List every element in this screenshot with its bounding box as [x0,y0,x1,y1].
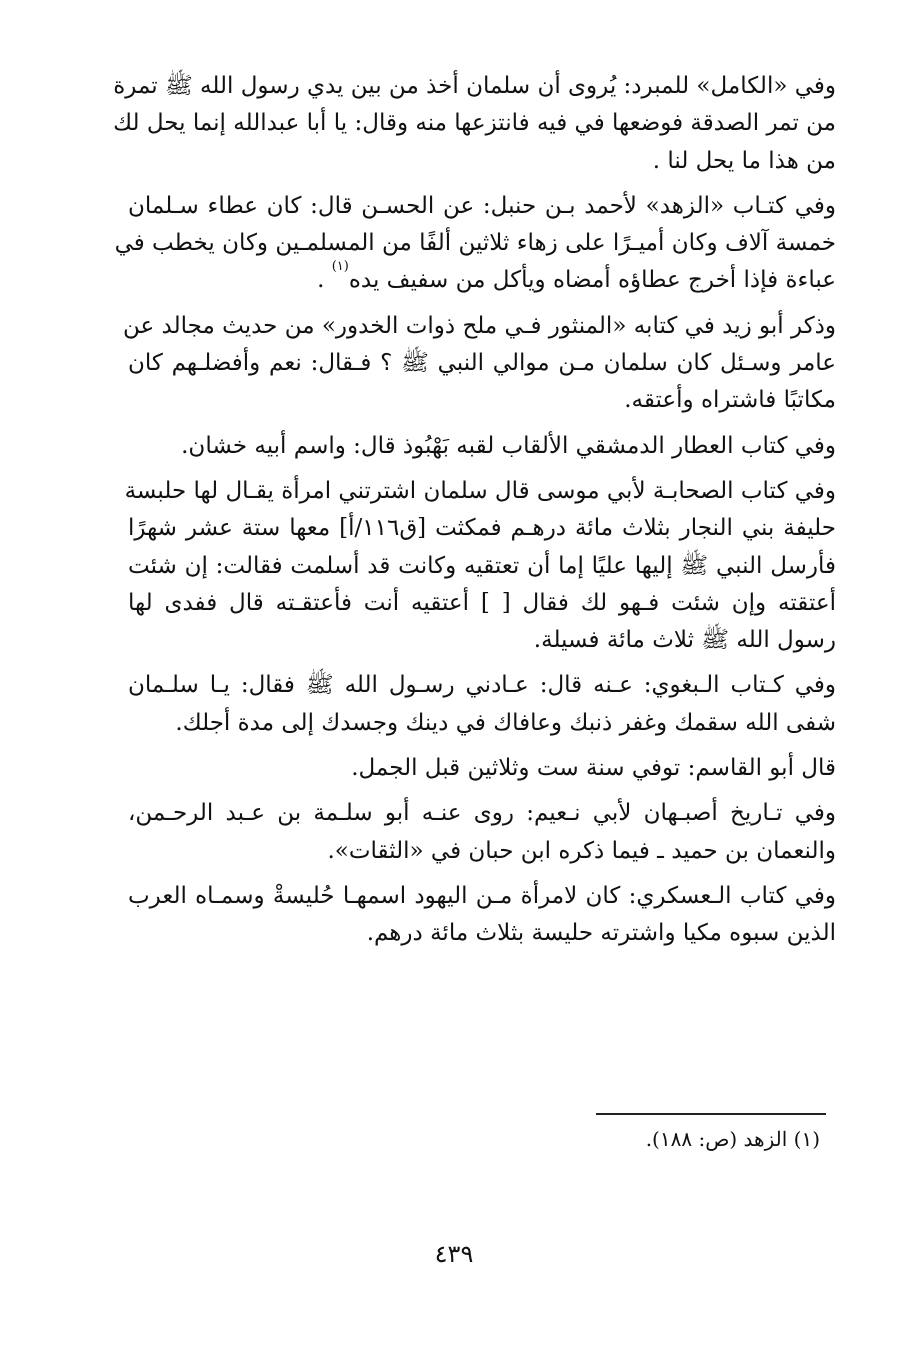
text-line: قال أبو القاسم: توفي سنة ست وثلاثين قبل الجمل. [351,755,836,782]
text-line: وذكر أبو زيد في كتابه «المنثور فـي ملح ذوات الخدور» من حديث مجالد عن [123,312,836,339]
text-line: من تمر الصدقة فوضعها في فيه فانتزعها منه وقال: يا أبا عبدالله إنما يحل لك [113,110,836,137]
footnote: (١) الزهد (ص: ١٨٨). [645,1127,820,1151]
text-line: رسول الله ﷺ ثلاث مائة فسيلة. [533,627,836,654]
text-line: وفي كتاب العطار الدمشقي الألقاب لقبه بَهْبُوذ قال: واسم أبيه خشان. [181,432,836,459]
text-fragment: . [317,267,332,294]
text-line: مكاتبًا فاشتراه وأعتقه. [624,387,836,414]
text-line: حليفة بني النجار بثلاث مائة درهـم فمكثت [ق١١٦/أ] معها ستة عشر شهرًا [128,515,836,542]
footnote-divider [596,1113,826,1115]
paragraph [128,667,836,742]
paragraph [113,68,836,180]
text-line: وفي كتاب الصحابـة لأبي موسى قال سلمان اشترتني امرأة يقـال لها حلبسة [124,477,836,504]
paragraph [114,188,836,300]
text-line: من هذا ما يحل لنا . [652,147,836,174]
text-line: وفي تـاريخ أصبـهان لأبي نـعيم: روى عنـه أبو سلـمة بن عـبد الرحـمن، [128,800,836,827]
paragraph [124,473,836,659]
text-line: شفى الله سقمك وغفر ذنبك وعافاك في دينك وجسدك إلى مدة أجلك. [175,709,836,736]
text-line: أعتقته وإن شئت فـهو لك فقال [ ] أعتقيه أنت فأعتقـته قال ففدى لها [128,589,836,616]
text-fragment: عباءة فإذا أخرج عطاؤه أمضاه ويأكل من سفيف يده [348,267,836,294]
text-line: وفي كـتاب الـبغوي: عـنه قال: عـادني رسـول الله ﷺ فقال: يـا سلـمان [128,672,836,699]
text-line: وفي «الكامل» للمبرد: يُروى أن سلمان أخذ من بين يدي رسول الله ﷺ تمرة [113,73,836,99]
paragraph [128,428,836,465]
footnote-reference[interactable]: (١) [331,259,349,275]
paragraph [123,308,836,420]
text-line: وفي كتـاب «الزهد» لأحمد بـن حنبل: عن الحسـن قال: كان عطاء سـلمان [128,192,836,219]
text-line: الذين سبوه مكيا واشترته حليسة بثلاث مائة درهم. [366,920,836,947]
paragraph [128,795,836,870]
text-line: خمسة آلاف وكان أميـرًا على زهاء ثلاثين ألفًا من المسلمـين وكان يخطب في [114,230,836,257]
paragraph [128,878,836,953]
text-line: والنعمان بن حميد ـ فيما ذكره ابن حبان في «الثقات». [327,837,836,864]
text-line-with-footnote [128,259,836,299]
text-line: وفي كتاب الـعسكري: كان لامرأة مـن اليهود اسمهـا حُليسةْ وسمـاه العرب [128,882,836,909]
paragraph [128,750,836,787]
page-body [113,68,836,961]
text-line: فأرسل النبي ﷺ إليها عليًا إما أن تعتقيه وكانت قد أسلمت فقالت: إن شئت [128,552,836,579]
page-number: ٤٣٩ [434,1240,474,1268]
text-line: عامر وسـئل كان سلمان مـن موالي النبي ﷺ ؟ فـقال: نعم وأفضلـهم كان [128,350,836,377]
